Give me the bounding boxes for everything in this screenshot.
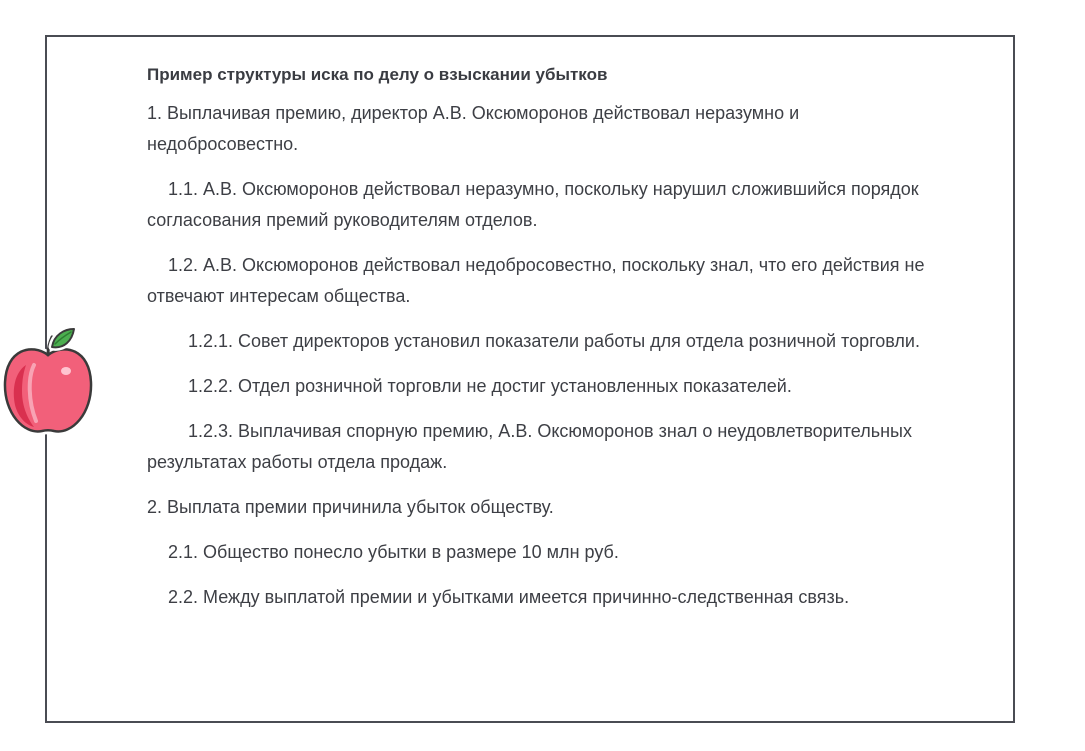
document-content [147, 63, 927, 613]
document-frame [45, 35, 1015, 723]
list-item-1: 1. Выплачивая премию, директор А.В. Оксюморонов действовал неразумно и недобросовестно. [147, 103, 800, 154]
list-item-1-2: 1.2. А.В. Оксюморонов действовал недобросовестно, поскольку знал, что его действия не отвечают интересам общества. [147, 255, 925, 306]
list-item-1-1: 1.1. А.В. Оксюморонов действовал неразумно, поскольку нарушил сложившийся порядок согласования премий руководителям отделов. [147, 179, 919, 230]
list-item-2-2: 2.2. Между выплатой премии и убытками имеется причинно-следственная связь. [168, 587, 850, 607]
list-item-2: 2. Выплата премии причинила убыток обществу. [147, 497, 554, 517]
apple-icon [2, 325, 94, 437]
list-item-2-1: 2.1. Общество понесло убытки в размере 10 млн руб. [168, 542, 619, 562]
document-title: Пример структуры иска по делу о взыскании убытков [147, 65, 608, 84]
list-item-1-2-1: 1.2.1. Совет директоров установил показатели работы для отдела розничной торговли. [188, 331, 920, 351]
list-item-1-2-2: 1.2.2. Отдел розничной торговли не достиг установленных показателей. [188, 376, 792, 396]
list-item-1-2-3: 1.2.3. Выплачивая спорную премию, А.В. Оксюморонов знал о неудовлетворительных результатах работы отдела продаж. [147, 421, 912, 472]
